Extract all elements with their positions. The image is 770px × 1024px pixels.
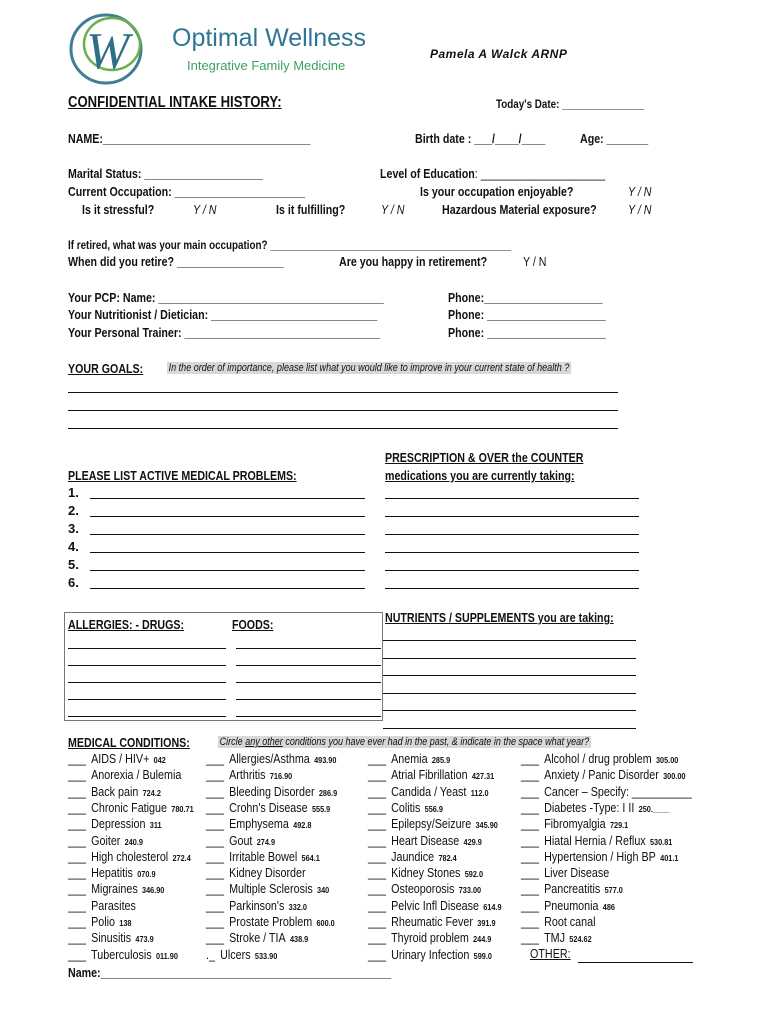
condition-label: TMJ: [544, 931, 566, 946]
condition-year-blank[interactable]: ___: [368, 915, 386, 929]
condition-year-blank[interactable]: ___: [521, 768, 539, 783]
condition-code: 533.90: [254, 950, 278, 961]
conditions-instruction-b: any other: [245, 736, 283, 748]
condition-year-blank[interactable]: ___: [521, 833, 539, 848]
condition-code: 311: [149, 820, 162, 831]
condition-code: 577.0: [604, 885, 623, 896]
allergy-line[interactable]: [68, 699, 226, 700]
condition-code: 300.00: [663, 771, 686, 782]
condition-year-blank[interactable]: ___: [68, 947, 86, 962]
condition-year-blank[interactable]: ___: [521, 915, 539, 929]
nutritionist-field[interactable]: Your Nutritionist / Dietician: ____________________________: [68, 307, 378, 322]
provider-name: Pamela A Walck ARNP: [430, 47, 568, 61]
trainer-phone-field[interactable]: Phone: ____________________: [448, 325, 606, 340]
condition-code: 244.9: [473, 934, 492, 945]
condition-item[interactable]: [68, 801, 194, 815]
condition-label: Migraines: [91, 882, 138, 897]
condition-year-blank[interactable]: ___: [521, 898, 539, 913]
condition-code: 401.1: [660, 852, 679, 863]
name-field[interactable]: NAME:___________________________________: [68, 131, 311, 146]
condition-year-blank[interactable]: ___: [206, 849, 224, 864]
form-title: CONFIDENTIAL INTAKE HISTORY:: [68, 94, 282, 111]
condition-year-blank[interactable]: ___: [368, 833, 386, 848]
condition-item[interactable]: [521, 801, 669, 815]
condition-year-blank[interactable]: ___: [206, 752, 224, 766]
condition-code: 138: [119, 918, 132, 928]
age-field[interactable]: Age: _______: [580, 131, 649, 146]
condition-label: Chronic Fatigue: [91, 800, 167, 815]
condition-label: Thyroid problem: [391, 931, 469, 946]
condition-label: Tuberculosis: [91, 947, 152, 962]
condition-label: Prostate Problem: [229, 915, 313, 929]
condition-item[interactable]: [206, 801, 330, 815]
condition-code: 599.0: [473, 950, 492, 961]
condition-year-blank[interactable]: ___: [368, 866, 386, 881]
condition-item[interactable]: [368, 948, 492, 962]
condition-label: Stroke / TIA: [229, 931, 286, 946]
birth-date-field[interactable]: Birth date : ___/____/____: [415, 131, 546, 146]
condition-label: Rheumatic Fever: [391, 915, 473, 929]
condition-item[interactable]: [206, 768, 292, 782]
condition-item[interactable]: [521, 915, 595, 929]
goals-line-2[interactable]: [68, 410, 618, 411]
condition-item[interactable]: [206, 931, 308, 945]
condition-code: 733.00: [458, 885, 482, 896]
condition-year-blank[interactable]: ._: [206, 947, 215, 962]
condition-item[interactable]: [521, 899, 615, 913]
condition-label: Goiter: [91, 833, 121, 848]
condition-code: 346.90: [142, 885, 165, 896]
condition-label: Hypertension / High BP: [544, 849, 656, 864]
education-label: Level of Education: [380, 166, 475, 181]
condition-code: 340: [317, 885, 330, 896]
condition-label: Atrial Fibrillation: [391, 768, 468, 783]
condition-label: Emphysema: [229, 817, 289, 832]
condition-year-blank[interactable]: ___: [68, 833, 86, 848]
condition-item[interactable]: [68, 850, 191, 864]
condition-item[interactable]: [368, 866, 483, 880]
condition-year-blank[interactable]: ___: [206, 866, 224, 881]
rx-line[interactable]: [385, 534, 639, 535]
fulfilling-label: Is it fulfilling?: [276, 202, 346, 217]
condition-year-blank[interactable]: ___: [68, 817, 86, 832]
condition-year-blank[interactable]: ___: [206, 768, 224, 783]
condition-label: Hiatal Hernia / Reflux: [544, 833, 646, 848]
condition-year-blank[interactable]: ___: [521, 866, 539, 881]
condition-code: 240.9: [124, 836, 143, 847]
condition-year-blank[interactable]: ___: [206, 882, 224, 897]
condition-label: Pelvic Infl Disease: [391, 898, 479, 913]
pcp-name-field[interactable]: Your PCP: Name: ______________________________________: [68, 290, 384, 305]
condition-label: High cholesterol: [91, 849, 169, 864]
problem-number: 5.: [68, 557, 79, 572]
rx-heading-line2: medications you are currently taking:: [385, 468, 575, 483]
supplement-line[interactable]: [383, 675, 636, 676]
condition-item[interactable]: [368, 882, 481, 896]
condition-year-blank[interactable]: ___: [68, 931, 86, 946]
condition-label: Hepatitis: [91, 866, 133, 881]
condition-item[interactable]: [206, 817, 311, 831]
condition-item[interactable]: [206, 850, 320, 864]
other-condition-line[interactable]: [578, 962, 693, 963]
condition-code: 724.2: [142, 787, 161, 798]
allergy-line[interactable]: [68, 665, 226, 666]
condition-code: 555.9: [311, 803, 331, 814]
occupation-enjoyable-label: Is your occupation enjoyable?: [420, 184, 574, 199]
conditions-instruction: [218, 736, 591, 748]
condition-year-blank[interactable]: ___: [368, 768, 386, 783]
condition-label: Parasites: [91, 898, 136, 913]
condition-item[interactable]: [68, 866, 156, 880]
allergy-line[interactable]: [236, 699, 381, 700]
allergy-line[interactable]: [236, 682, 381, 683]
condition-item[interactable]: [68, 752, 166, 766]
condition-code: 486: [602, 901, 615, 912]
problem-number: 3.: [68, 521, 79, 536]
rx-line[interactable]: [385, 498, 639, 499]
condition-year-blank[interactable]: ___: [368, 882, 386, 897]
allergy-line[interactable]: [236, 716, 381, 717]
supplement-line[interactable]: [383, 658, 636, 659]
conditions-instruction-a: Circle: [219, 736, 246, 748]
condition-code: 011.90: [155, 950, 178, 961]
condition-year-blank[interactable]: ___: [68, 898, 86, 913]
condition-label: Anorexia / Bulemia: [91, 768, 182, 783]
condition-item[interactable]: [206, 948, 277, 962]
condition-label: Back pain: [91, 784, 139, 799]
condition-year-blank[interactable]: ___: [68, 882, 86, 897]
condition-item[interactable]: [521, 850, 678, 864]
problem-line[interactable]: [90, 498, 365, 499]
condition-item[interactable]: [68, 948, 178, 962]
goals-line-1[interactable]: [68, 392, 618, 393]
goals-line-3[interactable]: [68, 428, 618, 429]
condition-code: 438.9: [289, 934, 309, 945]
condition-year-blank[interactable]: ___: [368, 800, 386, 815]
condition-label: Cancer – Specify: __________: [544, 784, 692, 799]
rx-line[interactable]: [385, 570, 639, 571]
other-condition-label: OTHER:: [530, 947, 571, 961]
condition-code: 600.0: [316, 918, 335, 928]
condition-code: 429.9: [463, 836, 482, 847]
condition-item[interactable]: [521, 752, 678, 766]
condition-label: Pancreatitis: [544, 882, 601, 897]
condition-year-blank[interactable]: ___: [521, 882, 539, 897]
rx-line[interactable]: [385, 588, 639, 589]
fulfilling-yn[interactable]: Y / N: [381, 202, 405, 217]
condition-item[interactable]: [368, 801, 443, 815]
stressful-label: Is it stressful?: [82, 202, 155, 217]
condition-code: 042: [153, 755, 166, 765]
condition-item[interactable]: [206, 882, 329, 896]
condition-year-blank[interactable]: ___: [206, 898, 224, 913]
problem-line[interactable]: [90, 588, 365, 589]
condition-label: Sinusitis: [91, 931, 132, 946]
condition-item[interactable]: [368, 915, 496, 929]
condition-year-blank[interactable]: ___: [68, 768, 86, 783]
supplements-heading: NUTRIENTS / SUPPLEMENTS you are taking:: [385, 610, 614, 625]
condition-label: Irritable Bowel: [229, 849, 298, 864]
condition-year-blank[interactable]: ___: [206, 833, 224, 848]
condition-item[interactable]: [368, 785, 489, 799]
condition-code: 473.9: [135, 934, 154, 945]
condition-year-blank[interactable]: ___: [521, 817, 539, 832]
condition-year-blank[interactable]: ___: [368, 931, 386, 946]
condition-year-blank[interactable]: ___: [521, 800, 539, 815]
rx-line[interactable]: [385, 516, 639, 517]
marital-status-field[interactable]: Marital Status: ____________________: [68, 166, 263, 181]
condition-label: Root canal: [544, 915, 596, 929]
condition-year-blank[interactable]: ___: [368, 898, 386, 913]
problem-number: 1.: [68, 485, 79, 500]
condition-item[interactable]: [206, 866, 306, 880]
condition-item[interactable]: [368, 752, 450, 766]
allergies-foods-label: FOODS:: [232, 617, 274, 632]
condition-label: Kidney Stones: [391, 866, 461, 881]
supplement-line[interactable]: [383, 728, 636, 729]
condition-label: Colitis: [391, 800, 421, 815]
condition-code: 250.____: [638, 803, 670, 814]
allergy-line[interactable]: [236, 648, 381, 649]
condition-item[interactable]: [521, 785, 692, 799]
condition-label: Kidney Disorder: [229, 866, 306, 881]
conditions-instruction-c: conditions you have ever had in the past, & indicate in the space what year?: [282, 736, 590, 748]
condition-label: Bleeding Disorder: [229, 784, 315, 799]
problem-line[interactable]: [90, 534, 365, 535]
condition-year-blank[interactable]: ___: [206, 784, 224, 799]
condition-code: 524.62: [569, 934, 592, 945]
allergies-drugs-label: ALLERGIES: - DRUGS:: [68, 617, 185, 632]
allergy-line[interactable]: [236, 665, 381, 666]
pcp-phone-field[interactable]: Phone:____________________: [448, 290, 603, 305]
condition-year-blank[interactable]: ___: [206, 931, 224, 946]
condition-year-blank[interactable]: ___: [368, 752, 386, 766]
condition-year-blank[interactable]: ___: [368, 817, 386, 832]
condition-item[interactable]: [521, 834, 672, 848]
condition-code: 070.9: [137, 869, 156, 880]
happy-retirement-label: Are you happy in retirement?: [339, 254, 488, 269]
condition-year-blank[interactable]: ___: [521, 849, 539, 864]
logo-mark: [66, 8, 166, 88]
condition-item[interactable]: [368, 931, 491, 945]
occupation-enjoyable-yn[interactable]: Y / N: [628, 184, 652, 199]
condition-label: Parkinson's: [229, 898, 285, 913]
condition-item[interactable]: [206, 899, 307, 913]
condition-item[interactable]: [368, 817, 498, 831]
condition-label: Anxiety / Panic Disorder: [544, 768, 659, 783]
allergy-line[interactable]: [68, 716, 226, 717]
condition-code: 564.1: [301, 852, 320, 863]
condition-label: Alcohol / drug problem: [544, 752, 652, 766]
condition-item[interactable]: [368, 850, 457, 864]
condition-year-blank[interactable]: ___: [68, 784, 86, 799]
condition-code: 274.9: [256, 836, 276, 847]
condition-label: Jaundice: [391, 849, 435, 864]
todays-date[interactable]: Today's Date: _______________: [496, 97, 645, 111]
condition-code: 592.0: [464, 869, 484, 880]
condition-code: 492.8: [293, 820, 312, 831]
condition-label: Pneumonia: [544, 898, 599, 913]
condition-label: Osteoporosis: [391, 882, 455, 897]
condition-label: Fibromyalgia: [544, 817, 606, 832]
condition-year-blank[interactable]: ___: [206, 800, 224, 815]
condition-code: 493.90: [314, 755, 337, 765]
condition-year-blank[interactable]: ___: [68, 866, 86, 881]
rx-heading-line1: PRESCRIPTION & OVER the COUNTER: [385, 450, 584, 465]
logo: [66, 8, 166, 88]
condition-item[interactable]: [521, 866, 609, 880]
allergy-line[interactable]: [68, 682, 226, 683]
stressful-yn[interactable]: Y / N: [193, 202, 217, 217]
problem-line[interactable]: [90, 552, 365, 553]
condition-code: 782.4: [438, 852, 457, 863]
condition-label: Heart Disease: [391, 833, 460, 848]
condition-item[interactable]: [68, 785, 161, 799]
condition-code: 614.9: [483, 901, 502, 912]
condition-label: AIDS / HIV+: [91, 752, 150, 766]
condition-code: 285.9: [431, 755, 451, 765]
condition-item[interactable]: [68, 882, 164, 896]
conditions-label: MEDICAL CONDITIONS:: [68, 735, 190, 750]
condition-label: Diabetes -Type: I II: [544, 800, 635, 815]
condition-label: Crohn's Disease: [229, 800, 308, 815]
supplement-line[interactable]: [383, 710, 636, 711]
condition-label: Allergies/Asthma: [229, 752, 310, 766]
education-row: [380, 166, 605, 181]
condition-label: Depression: [91, 817, 146, 832]
condition-code: 530.81: [649, 836, 673, 847]
trainer-field[interactable]: Your Personal Trainer: _________________________________: [68, 325, 381, 340]
condition-label: Candida / Yeast: [391, 784, 467, 799]
condition-label: Multiple Sclerosis: [229, 882, 313, 897]
condition-code: 332.0: [288, 901, 307, 912]
goals-instruction: In the order of importance, please list what you would like to improve in your current state of health ?: [168, 362, 570, 374]
condition-label: Urinary Infection: [391, 947, 470, 962]
condition-item[interactable]: [68, 931, 154, 945]
condition-label: Ulcers: [220, 947, 251, 962]
condition-item[interactable]: [368, 768, 494, 782]
condition-code: 286.9: [318, 787, 338, 798]
condition-year-blank[interactable]: ___: [68, 800, 86, 815]
condition-item[interactable]: [368, 899, 502, 913]
condition-item[interactable]: [68, 915, 132, 929]
goals-label: YOUR GOALS:: [68, 361, 144, 376]
condition-item[interactable]: [521, 768, 685, 782]
condition-item[interactable]: [68, 768, 181, 782]
logo-letter: W: [86, 23, 130, 80]
condition-label: Liver Disease: [544, 866, 610, 881]
condition-item[interactable]: [206, 752, 336, 766]
condition-code: 272.4: [172, 852, 191, 863]
condition-year-blank[interactable]: ___: [68, 849, 86, 864]
condition-item[interactable]: [206, 915, 335, 929]
condition-code: 345.90: [475, 820, 498, 831]
condition-label: Polio: [91, 915, 116, 929]
supplement-line[interactable]: [383, 640, 636, 641]
footer-name-field[interactable]: Name:_________________________________________________: [68, 965, 392, 980]
condition-year-blank[interactable]: ___: [521, 752, 539, 766]
condition-item[interactable]: [521, 882, 623, 896]
condition-code: 780.71: [171, 803, 194, 814]
condition-year-blank[interactable]: ___: [206, 915, 224, 929]
condition-item[interactable]: [206, 834, 275, 848]
problem-number: 4.: [68, 539, 79, 554]
brand-name: Optimal Wellness: [172, 24, 367, 52]
brand-tagline: Integrative Family Medicine: [187, 58, 346, 73]
condition-year-blank[interactable]: ___: [368, 947, 386, 962]
condition-item[interactable]: [206, 785, 337, 799]
condition-code: 716.90: [269, 771, 293, 782]
retired-occupation-field[interactable]: If retired, what was your main occupation? ____________________________________________: [68, 238, 512, 252]
condition-item[interactable]: [68, 817, 162, 831]
condition-item[interactable]: [521, 931, 592, 945]
problem-number: 2.: [68, 503, 79, 518]
rx-line[interactable]: [385, 552, 639, 553]
condition-code: 112.0: [470, 787, 489, 798]
condition-item[interactable]: [521, 817, 628, 831]
condition-label: Epilepsy/Seizure: [391, 817, 472, 832]
condition-year-blank[interactable]: ___: [521, 784, 539, 799]
condition-code: 427.31: [471, 771, 495, 782]
condition-year-blank[interactable]: ___: [368, 849, 386, 864]
condition-item[interactable]: [68, 899, 136, 913]
supplement-line[interactable]: [383, 693, 636, 694]
condition-code: 729.1: [609, 820, 629, 831]
condition-code: 305.00: [655, 755, 679, 765]
condition-year-blank[interactable]: ___: [368, 784, 386, 799]
condition-year-blank[interactable]: ___: [206, 817, 224, 832]
problems-heading: PLEASE LIST ACTIVE MEDICAL PROBLEMS:: [68, 468, 297, 483]
hazardous-yn[interactable]: Y / N: [628, 202, 652, 217]
condition-item[interactable]: [68, 834, 143, 848]
occupation-field[interactable]: Current Occupation: ______________________: [68, 184, 306, 199]
happy-retirement-yn[interactable]: Y / N: [523, 254, 547, 269]
condition-year-blank[interactable]: ___: [521, 931, 539, 946]
condition-year-blank[interactable]: ___: [68, 915, 86, 929]
condition-label: Gout: [229, 833, 253, 848]
problem-line[interactable]: [90, 516, 365, 517]
condition-code: 556.9: [424, 803, 443, 814]
problem-number: 6.: [68, 575, 79, 590]
condition-code: 391.9: [477, 918, 496, 928]
hazardous-label: Hazardous Material exposure?: [442, 202, 597, 217]
condition-label: Arthritis: [229, 768, 266, 783]
condition-label: Anemia: [391, 752, 428, 766]
nutritionist-phone-field[interactable]: Phone: ____________________: [448, 307, 606, 322]
retire-date-field[interactable]: When did you retire? __________________: [68, 254, 284, 269]
problem-line[interactable]: [90, 570, 365, 571]
condition-item[interactable]: [368, 834, 482, 848]
education-field[interactable]: : _____________________: [474, 166, 606, 181]
allergy-line[interactable]: [68, 648, 226, 649]
condition-year-blank[interactable]: ___: [68, 752, 86, 766]
